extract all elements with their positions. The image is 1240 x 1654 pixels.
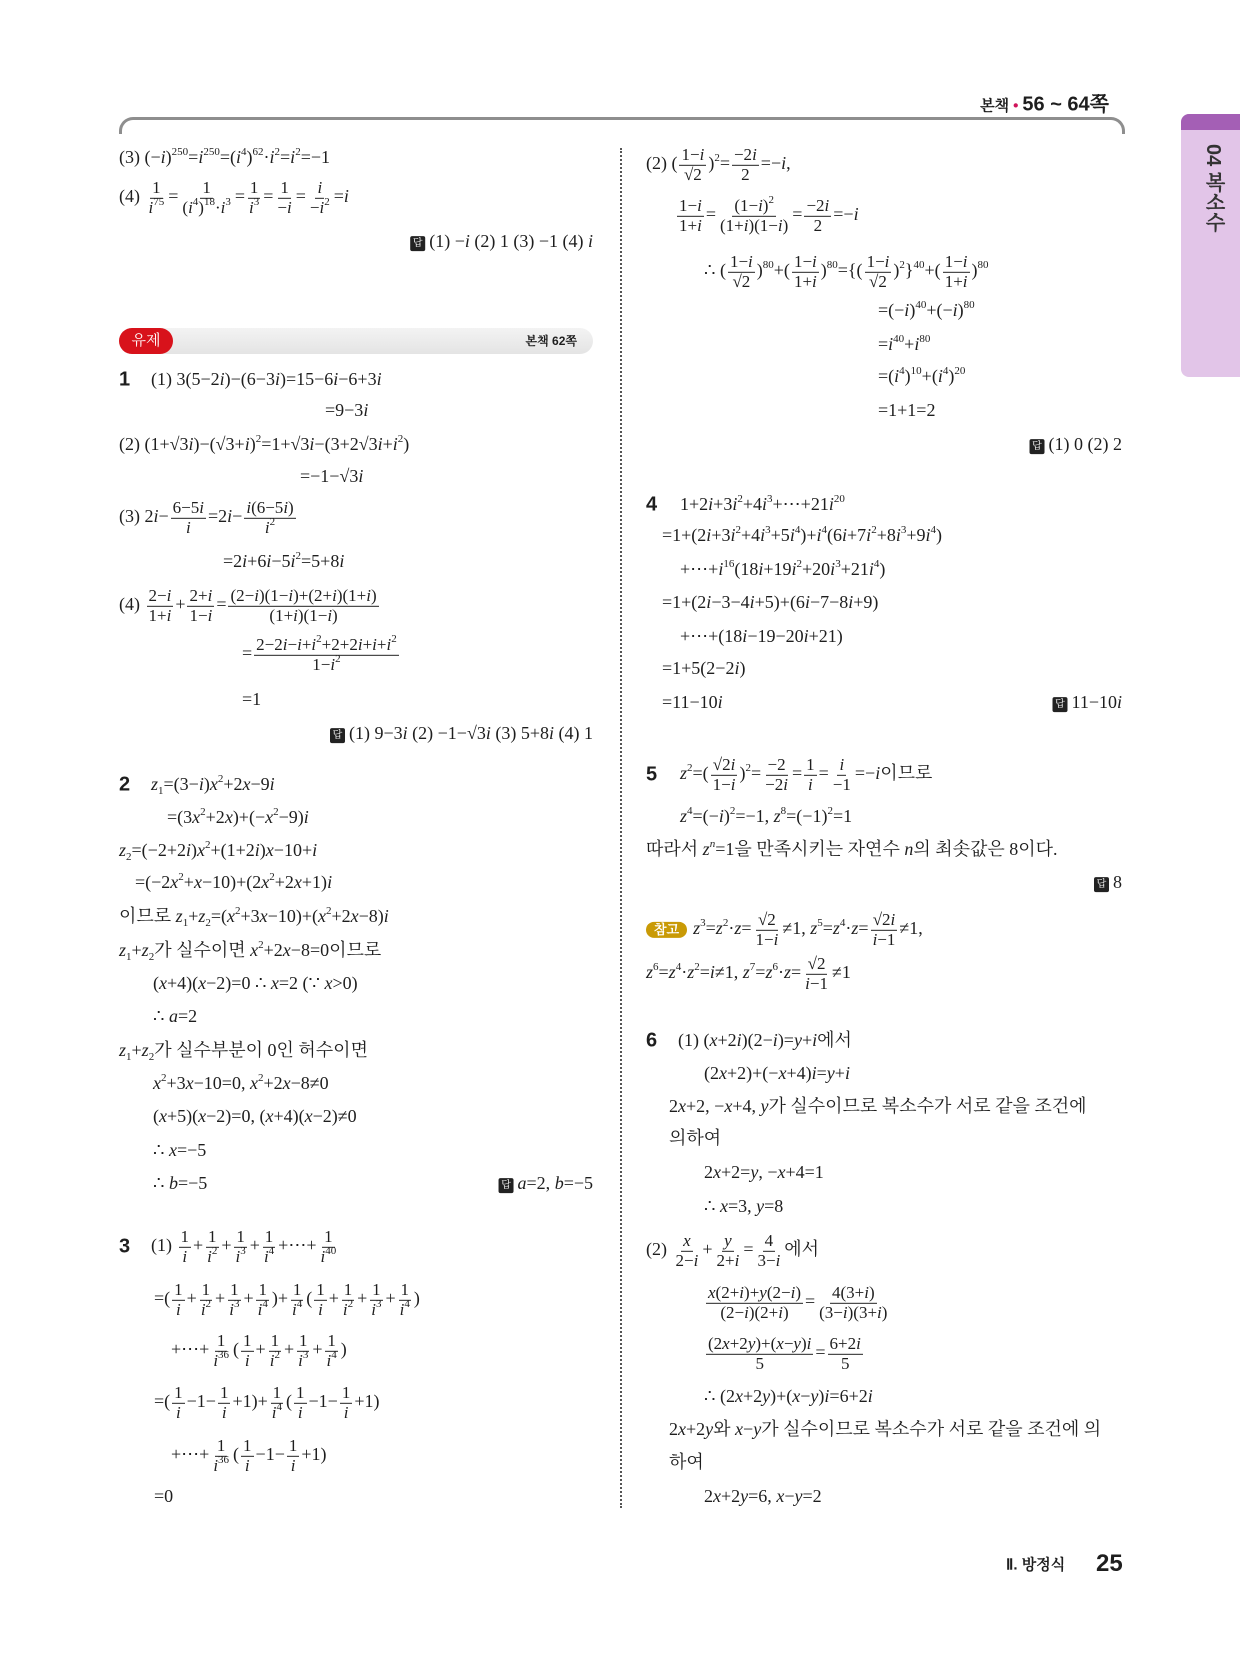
answer-line	[499, 1174, 593, 1194]
math-line: 2x+2=y, −x+4=1	[704, 1162, 824, 1183]
math-line: 하여	[669, 1452, 704, 1473]
math-line: $=(-i)^{40}+(-i)^{80}$	[878, 299, 975, 321]
problem-number: 4	[646, 493, 658, 516]
math-line: 2x+2, −x+4, y가 실수이므로 복소수가 서로 같을 조건에	[669, 1096, 1087, 1117]
math-line: (4) $\frac{1}{i^{75}}$ = $\frac{1}{(i^4)^{18}\cdot i^3}$ = $\frac{1}{i^3}$ = $\frac{1}{-i}$ = $\frac{i}{-i^2}$ =i	[119, 177, 349, 217]
answer-text: 8	[1113, 872, 1122, 893]
math-line: =9−3i	[325, 400, 369, 421]
math-line: ∴ x=3, y=8	[704, 1196, 784, 1217]
math-line: ∴ (2x+2y)+(x−y)i=6+2i	[704, 1386, 873, 1407]
answer-text: 11−10i	[1071, 692, 1122, 713]
yuje-badge: 유제	[119, 328, 173, 354]
math-line: (2) $(1+√3i)-(√3+i)^2=1+√3i-(3+2√3i+i^2)$	[119, 433, 410, 455]
footer-chapter: Ⅱ. 방정식	[1006, 1556, 1066, 1574]
math-line: (x+5)(x−2)=0, (x+4)(x−2)≠0	[153, 1106, 357, 1127]
math-line: =1	[242, 689, 262, 710]
yuje-page-ref: 본책 62쪽	[525, 334, 577, 348]
math-line: (x+4)(x−2)=0 ∴ x=2 (∵ x>0)	[153, 973, 358, 994]
answer-icon: 답	[1030, 439, 1045, 454]
math-line: $=(3x^2+2x)+(-x^2-9)i$	[167, 806, 309, 828]
math-line: $\frac{1-i}{1+i}$ = $\frac{(1-i)^2}{(1+i)(1-i)}$ = $\frac{-2i}{2}$ =−i	[679, 193, 859, 235]
chapter-side-tab[interactable]	[1181, 114, 1240, 377]
math-line: =0	[154, 1486, 174, 1507]
page-range-header	[980, 88, 1109, 117]
answer-line	[1053, 693, 1123, 713]
math-line: =1+5(2−2i)	[662, 658, 746, 679]
math-line: (2) $\frac{x}{2-i}$ + $\frac{y}{2+i}$ = $\frac{4}{3-i}$ 에서	[646, 1230, 820, 1270]
book-label: 본책	[980, 97, 1010, 115]
math-line: = $\frac{2-2i-i+i^2+2+2i+i+i^2}{1-i^2}$	[242, 632, 397, 674]
math-line: $z_1+z_2$가 실수이면 $x^2+2x-8=0$이므로	[119, 939, 382, 964]
math-line: 의하여	[669, 1128, 722, 1149]
note-badge: 참고	[646, 922, 687, 938]
math-line: (1) 3(5−2i)−(6−3i)=15−6i−6+3i	[151, 369, 382, 390]
math-line: ∴ a=2	[153, 1006, 198, 1027]
math-line: (2) ( $\frac{1-i}{√2}$ )$^2$= $\frac{-2i}{2}$ =−i,	[646, 144, 791, 184]
math-line: $z^2=$( $\frac{√2i}{1-i}$ )$^2$= $\frac{-2}{-2i}$ = $\frac{1}{i}$ = $\frac{i}{-1}$ =−i이므로	[680, 754, 933, 794]
answer-text: (1) −i (2) 1 (3) −1 (4) i	[429, 231, 593, 252]
math-line: $z_2=(-2+2i)x^2+(1+2i)x-10+i$	[119, 839, 318, 864]
answer-text: (1) 9−3i (2) −1−√3i (3) 5+8i (4) 1	[349, 723, 593, 744]
problem-number: 6	[646, 1029, 658, 1052]
math-line: =1+1=2	[878, 400, 936, 421]
math-line: $z^4=(-i)^2=-1$, $z^8=(-1)^2=1$	[680, 805, 853, 827]
math-line: $=(i^4)^{10}+(i^4)^{20}$	[878, 365, 966, 387]
math-line: $=2i+6i-5i^2=5+8i$	[223, 550, 345, 572]
math-line: =( $\frac{1}{i}$ −1− $\frac{1}{i}$ +1)+ $\frac{1}{i^4}$ ( $\frac{1}{i}$ −1− $\frac{1}{i}$ +1)	[154, 1382, 380, 1422]
math-line: $+\cdots+i^{16}(18i+19i^2+20i^3+21i^4)$	[680, 558, 886, 580]
math-line: $x^2+3x-10=0$, $x^2+2x-8\ne 0$	[153, 1072, 329, 1094]
math-line: $=1+(2i+3i^2+4i^3+5i^4)+i^4(6i+7i^2+8i^3+9i^4)$	[662, 524, 943, 546]
math-line: (4) $\frac{2-i}{1+i}$ + $\frac{2+i}{1-i}$ = $\frac{(2-i)(1-i)+(2+i)(1+i)}{(1+i)(1-i)}$	[119, 585, 377, 625]
math-line: (1) (x+2i)(2−i)=y+i에서	[678, 1030, 852, 1051]
math-line: =( $\frac{1}{i}$ + $\frac{1}{i^2}$ + $\frac{1}{i^3}$ + $\frac{1}{i^4}$ )+ $\frac{1}{i^4}$ ( $\frac{1}{i}$ + $\frac{1}{i^2}$ + $\frac{1}{i^3}$ + $\frac{1}{i^4}$ )	[154, 1279, 420, 1319]
math-line: 2x+2y=6, x−y=2	[704, 1486, 822, 1507]
math-line: $\frac{(2x+2y)+(x-y)i}{5}$ = $\frac{6+2i}{5}$	[708, 1333, 861, 1373]
note-line	[646, 911, 923, 949]
answer-line	[1030, 435, 1122, 455]
math-line: ∴ b=−5	[153, 1173, 208, 1194]
problem-number: 2	[119, 773, 131, 796]
math-line: (3) 2i− $\frac{6-5i}{i}$ =2i− $\frac{i(6-5i)}{i^2}$	[119, 497, 294, 537]
math-line: $z^3=z^2\cdot z=$ $\frac{√2}{1-i}$ ≠1, $z^5=z^4\cdot z=$ $\frac{√2i}{i-1}$ ≠1,	[693, 909, 923, 949]
math-line: $\frac{x(2+i)+y(2-i)}{(2-i)(2+i)}$ = $\frac{4(3+i)}{(3-i)(3+i)}$	[708, 1282, 888, 1322]
answer-icon: 답	[1094, 877, 1109, 892]
math-line: 따라서 $z^n=1$을 만족시키는 자연수 n의 최솟값은 8이다.	[646, 838, 1058, 860]
yuje-section-bar	[119, 328, 593, 354]
math-line: (3) $(-i)^{250}=i^{250}=(i^4)^{62}\cdot i^2=i^2=-1$	[119, 146, 330, 168]
math-line: $1+2i+3i^2+4i^3+\cdots+21i^{20}$	[680, 493, 845, 515]
bullet-dot: •	[1013, 97, 1019, 115]
math-line: =11−10i	[662, 692, 723, 713]
answer-line	[330, 724, 593, 744]
math-line: $z^6=z^4\cdot z^2=i\ne 1$, $z^7=z^6\cdot z=$ $\frac{√2}{i-1}$ ≠1	[646, 953, 851, 993]
problem-number: 5	[646, 763, 658, 786]
math-line: (1) $\frac{1}{i}$ + $\frac{1}{i^2}$ + $\frac{1}{i^3}$ + $\frac{1}{i^4}$ +⋯+ $\frac{1}{i^{40}}$	[151, 1226, 337, 1266]
answer-text: a=2, b=−5	[517, 1173, 593, 1194]
math-line: (2x+2)+(−x+4)i=y+i	[704, 1063, 850, 1084]
side-tab-label: 04 복소수	[1202, 144, 1224, 232]
math-line: +⋯+ $\frac{1}{i^{36}}$ ( $\frac{1}{i}$ + $\frac{1}{i^2}$ + $\frac{1}{i^3}$ + $\frac{1}{i^4}$ )	[171, 1330, 347, 1370]
math-line: ∴ ( $\frac{1-i}{√2}$ )$^{80}$+( $\frac{1-i}{1+i}$ )$^{80}$={( $\frac{1-i}{√2}$ )$^2$}$^{40}$+( $\frac{1-i}{1+i}$ )$^{80}$	[704, 251, 989, 291]
math-line: $=(-2x^2+x-10)+(2x^2+2x+1)i$	[135, 871, 333, 893]
page-number: 25	[1096, 1550, 1123, 1577]
answer-icon: 답	[330, 728, 345, 743]
problem-number: 1	[119, 368, 131, 391]
math-line: 2x+2y와 x−y가 실수이므로 복소수가 서로 같을 조건에 의	[669, 1419, 1102, 1440]
answer-icon: 답	[499, 1178, 514, 1193]
math-line: $z_1=(3-i)x^2+2x-9i$	[151, 773, 275, 798]
answer-text: (1) 0 (2) 2	[1048, 434, 1122, 455]
answer-icon: 답	[1053, 697, 1068, 712]
math-line: 이므로 $z_1+z_2=(x^2+3x-10)+(x^2+2x-8)i$	[119, 905, 389, 930]
page-range: 56 ~ 64쪽	[1022, 93, 1109, 116]
math-line: $=i^{40}+i^{80}$	[878, 333, 931, 355]
problem-number: 3	[119, 1235, 131, 1258]
math-line: ∴ x=−5	[153, 1140, 207, 1161]
math-line: =1+(2i−3−4i+5)+(6i−7−8i+9)	[662, 592, 879, 613]
answer-line	[1094, 873, 1122, 893]
math-line: +⋯+ $\frac{1}{i^{36}}$ ( $\frac{1}{i}$ −1− $\frac{1}{i}$ +1)	[171, 1435, 327, 1475]
math-line: $z_1+z_2$가 실수부분이 0인 허수이면	[119, 1040, 368, 1064]
header-rule	[119, 117, 1125, 134]
column-divider	[620, 148, 622, 1508]
answer-line	[410, 232, 593, 252]
side-tab-band	[1181, 114, 1240, 130]
answer-icon: 답	[410, 236, 425, 251]
math-line: +⋯+(18i−19−20i+21)	[680, 626, 843, 647]
math-line: =−1−√3i	[300, 466, 364, 487]
